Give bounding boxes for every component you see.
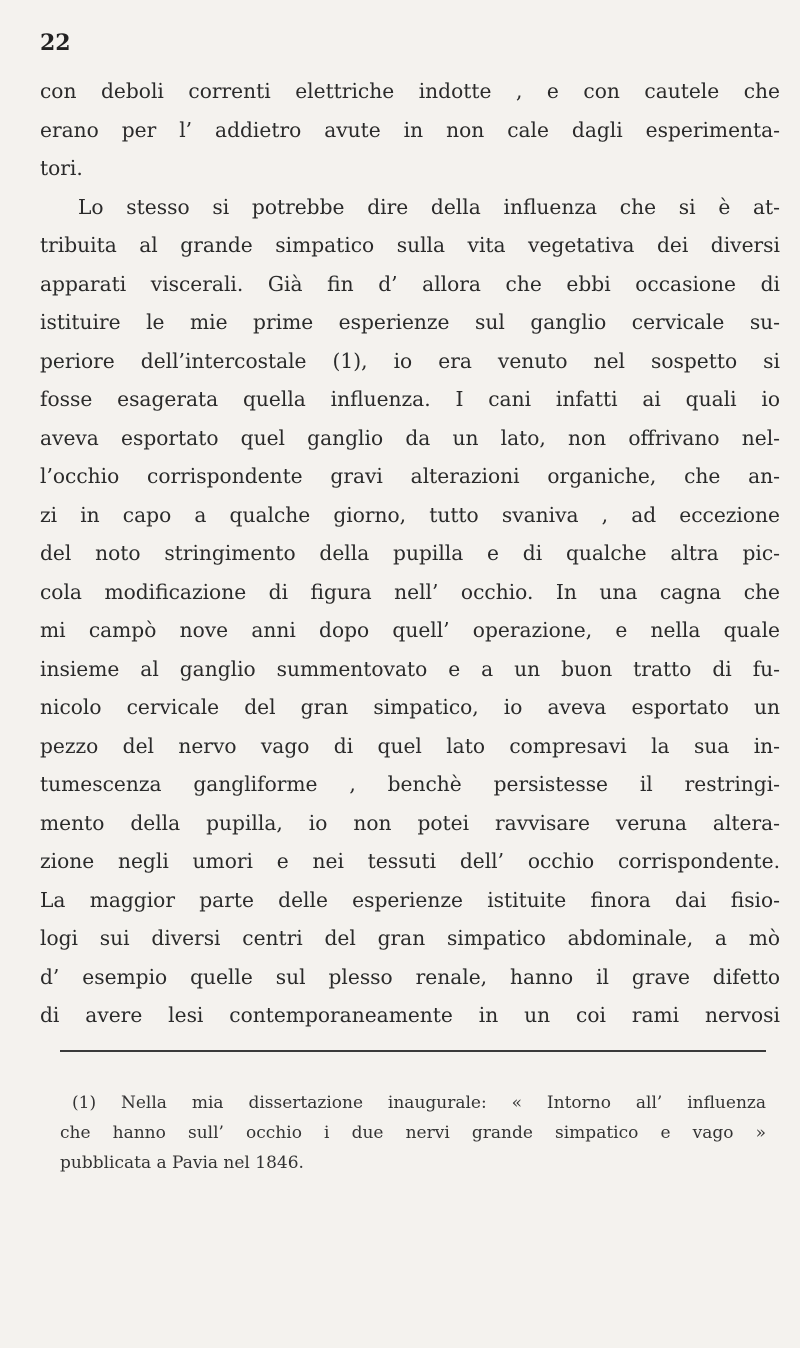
footnote [60,1088,766,1178]
text-line: La maggior parte delle esperienze istituite finora dai fisio- [40,887,780,912]
text-line: tribuita al grande simpatico sulla vita vegetativa dei diversi [40,233,780,257]
text-line: del noto stringimento della pupilla e di qualche altra pic- [40,541,780,565]
text-line: erano per l’ addietro avute in non cale dagli esperimenta- [40,117,780,142]
page-number: 22 [40,30,71,56]
text-line: pezzo del nervo vago di quel lato compresavi la sua in- [40,733,780,758]
text-line: tumescenza gangliforme , benchè persistesse il restringi- [40,772,780,796]
text-line: fosse esagerata quella influenza. I cani infatti ai quali io [40,387,780,411]
text-line: mi campò nove anni dopo quell’ operazione, e nella quale [40,618,780,642]
text-line: periore dell’intercostale (1), io era venuto nel sospetto si [40,348,780,373]
text-line: con deboli correnti elettriche indotte , e con cautele che [40,79,780,103]
text-line: d’ esempio quelle sul plesso renale, hanno il grave difetto [40,964,780,989]
footnote-line: che hanno sull’ occhio i due nervi grande simpatico e vago » [60,1123,766,1143]
text-line: logi sui diversi centri del gran simpatico abdominale, a mò [40,926,780,950]
body-text [40,72,780,1035]
footnote-line: (1) Nella mia dissertazione inaugurale: « Intorno all’ influenza [72,1093,766,1113]
text-line: nicolo cervicale del gran simpatico, io aveva esportato un [40,695,780,719]
text-line: tori. [40,156,83,180]
text-line: insieme al ganglio summentovato e a un buon tratto di fu- [40,656,780,681]
text-line: mento della pupilla, io non potei ravvisare veruna altera- [40,810,780,835]
footnote-divider [60,1050,766,1052]
text-line: di avere lesi contemporaneamente in un coi rami nervosi [40,1003,780,1027]
text-line: zione negli umori e nei tessuti dell’ occhio corrispondente. [40,849,780,873]
text-line: zi in capo a qualche giorno, tutto svaniva , ad eccezione [40,502,780,527]
text-line: istituire le mie prime esperienze sul ganglio cervicale su- [40,310,780,334]
text-line: l’occhio corrispondente gravi alterazioni organiche, che an- [40,464,780,488]
text-line: Lo stesso si potrebbe dire della influenza che si è at- [78,194,780,219]
text-line: cola modificazione di figura nell’ occhio. In una cagna che [40,579,780,604]
footnote-line: pubblicata a Pavia nel 1846. [60,1153,304,1173]
text-line: aveva esportato quel ganglio da un lato, non offrivano nel- [40,425,780,450]
text-line: apparati viscerali. Già fin d’ allora che ebbi occasione di [40,271,780,296]
